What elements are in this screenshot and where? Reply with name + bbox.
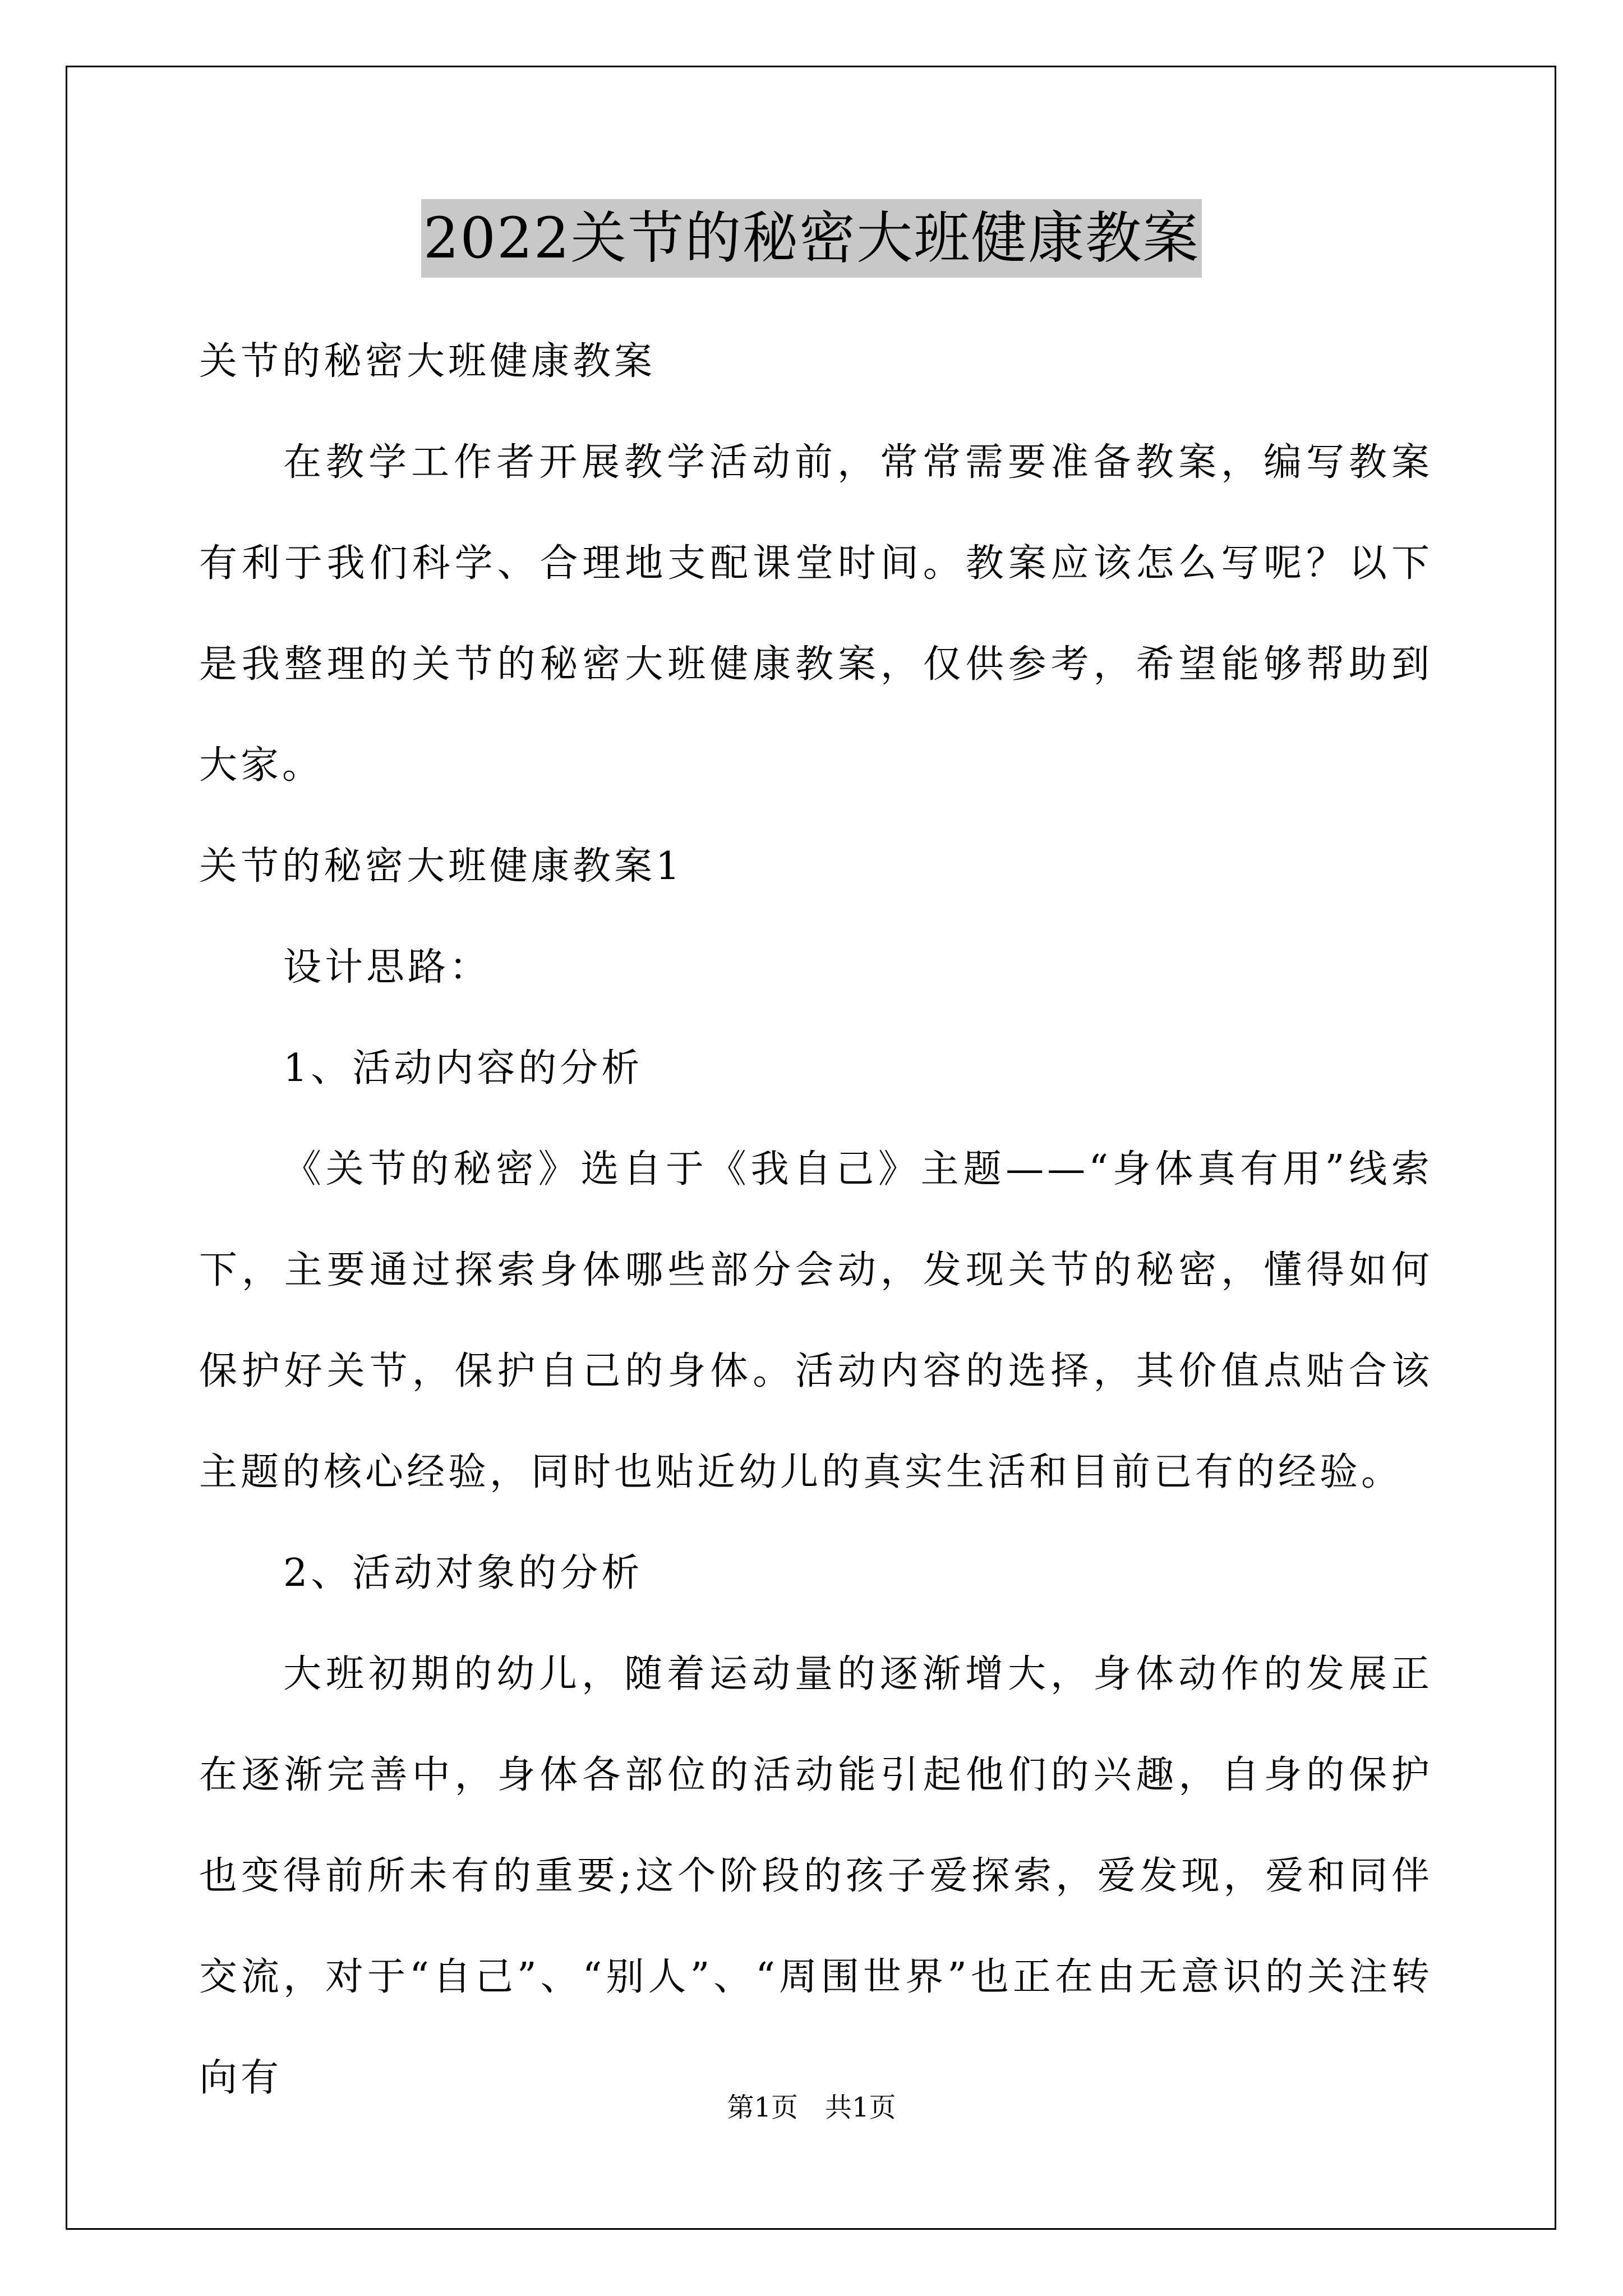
document-body xyxy=(199,311,1433,2129)
page-footer: 第1页 共1页 xyxy=(727,2092,896,2123)
paragraph-content-analysis: 《关节的秘密》选自于《我自己》主题——“身体真有用”线索下，主要通过探索身体哪些部分会动，发现关节的秘密，懂得如何保护好关节，保护自己的身体。活动内容的选择，其价值点贴合该主题的核心经验，同时也贴近幼儿的真实生活和目前已有的经验。 xyxy=(199,1147,1433,1494)
document-title: 2022关节的秘密大班健康教案 xyxy=(421,199,1202,278)
paragraph-audience-analysis-heading: 2、活动对象的分析 xyxy=(283,1551,643,1595)
paragraph-section-heading: 关节的秘密大班健康教案1 xyxy=(199,844,684,889)
paragraph-audience-analysis: 大班初期的幼儿，随着运动量的逐渐增大，身体动作的发展正在逐渐完善中，身体各部位的活动能引起他们的兴趣，自身的保护也变得前所未有的重要;这个阶段的孩子爱探索，爱发现，爱和同伴交流，对于“自己”、“别人”、“周围世界”也正在由无意识的关注转向有 xyxy=(199,1652,1433,2100)
paragraph-intro: 在教学工作者开展教学活动前，常常需要准备教案，编写教案有利于我们科学、合理地支配课堂时间。教案应该怎么写呢？以下是我整理的关节的秘密大班健康教案，仅供参考，希望能够帮助到大家。 xyxy=(199,440,1433,788)
title-wrap xyxy=(0,199,1623,278)
paragraph-design-idea: 设计思路： xyxy=(283,945,491,990)
paragraph-content-analysis-heading: 1、活动内容的分析 xyxy=(283,1046,643,1091)
paragraph-subtitle: 关节的秘密大班健康教案 xyxy=(199,339,656,384)
